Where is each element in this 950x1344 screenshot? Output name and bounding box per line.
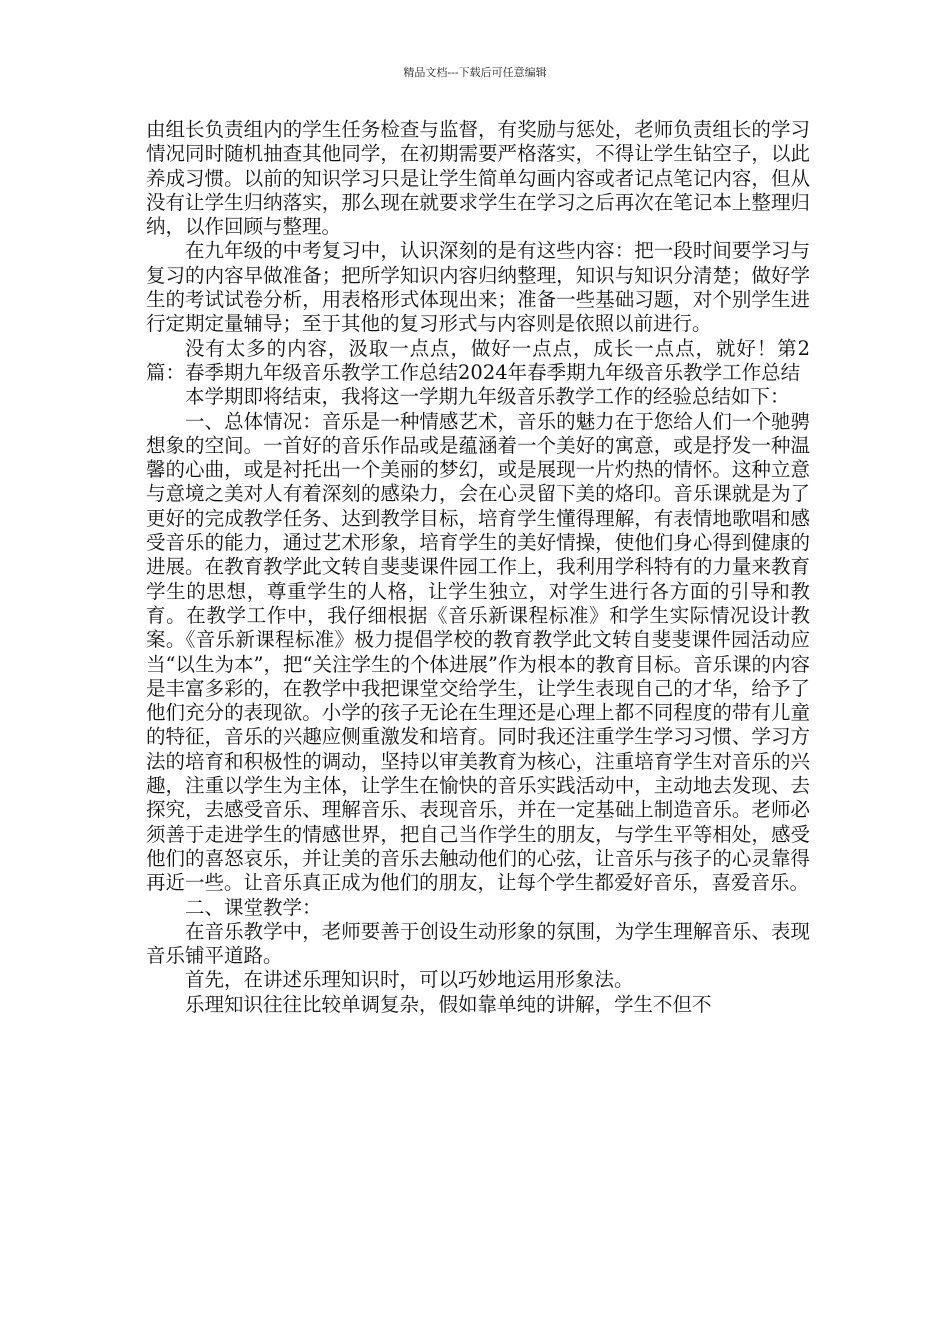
document-body (146, 118, 810, 1017)
paragraph-9: 乐理知识往往比较单调复杂，假如靠单纯的讲解，学生不但不 (185, 992, 712, 1016)
paragraph-5: 一、总体情况：音乐是一种情感艺术，音乐的魅力在于您给人们一个驰骋想象的空间。一首好的音乐作品或是蕴涵着一个美好的寓意，或是抒发一种温馨的心曲，或是衬托出一个美丽的梦幻，或是展现一片灼热的情怀。这种立意与意境之美对人有着深刻的感染力，会在心灵留下美的烙印。音乐课就是为了更好的完成教学任务、达到教学目标，培育学生懂得理解，有表情地歌唱和感受音乐的能力，通过艺术形象，培育学生的美好情操，使他们身心得到健康的进展。在教育教学此文转自斐斐课件园工作上，我利用学科特有的力量来教育学生的思想，尊重学生的人格，让学生独立，对学生进行各方面的引导和教育。在教学工作中，我仔细根据《音乐新课程标准》和学生实际情况设计教案。《音乐新课程标准》极力提倡学校的教育教学此文转自斐斐课件园活动应当“以生为本”，把“关注学生的个体进展”作为根本的教育目标。音乐课的内容是丰富多彩的，在教学中我把课堂交给学生，让学生表现自己的才华，给予了他们充分的表现欲。小学的孩子无论在生理还是心理上都不同程度的带有儿童的特征，音乐的兴趣应侧重激发和培育。同时我还注重学生学习习惯、学习方法的培育和积极性的调动，坚持以审美教育为核心，注重培育学生对音乐的兴趣，注重以学生为主体，让学生在愉快的音乐实践活动中，主动地去发现、去探究，去感受音乐、理解音乐、表现音乐，并在一定基础上制造音乐。老师必须善于走进学生的情感世界，把自己当作学生的朋友，与学生平等相处，感受他们的喜怒哀乐，并让美的音乐去触动他们的心弦，让音乐与孩子的心灵靠得再近一些。让音乐真正成为他们的朋友，让每个学生都爱好音乐，喜爱音乐。 (146, 409, 810, 895)
section-heading-classroom-teaching: 二、课堂教学： (185, 895, 322, 919)
paragraph-1: 由组长负责组内的学生任务检查与监督，有奖励与惩处，老师负责组长的学习情况同时随机抽查其他同学，在初期需要严格落实，不得让学生钻空子，以此养成习惯。以前的知识学习只是让学生简单勾画内容或者记点笔记内容，但从没有让学生归纳落实，那么现在就要求学生在学习之后再次在笔记本上整理归纳，以作回顾与整理。 (146, 118, 810, 239)
paragraph-8: 首先，在讲述乐理知识时，可以巧妙地运用形象法。 (185, 968, 634, 992)
paragraph-2: 在九年级的中考复习中，认识深刻的是有这些内容：把一段时间要学习与复习的内容早做准备；把所学知识内容归纳整理，知识与知识分清楚；做好学生的考试试卷分析，用表格形式体现出来；准备一些基础习题，对个别学生进行定期定量辅导；至于其他的复习形式与内容则是依照以前进行。 (146, 239, 810, 336)
page-header: 精品文档---下载后可任意编辑 (403, 66, 547, 79)
paragraph-4: 本学期即将结束，我将这一学期九年级音乐教学工作的经验总结如下： (185, 385, 790, 409)
paragraph-7: 在音乐教学中，老师要善于创设生动形象的氛围，为学生理解音乐、表现音乐铺平道路。 (146, 919, 810, 968)
paragraph-3: 没有太多的内容，汲取一点点，做好一点点，成长一点点，就好！第2篇：春季期九年级音乐教学工作总结2024年春季期九年级音乐教学工作总结 (146, 336, 810, 384)
